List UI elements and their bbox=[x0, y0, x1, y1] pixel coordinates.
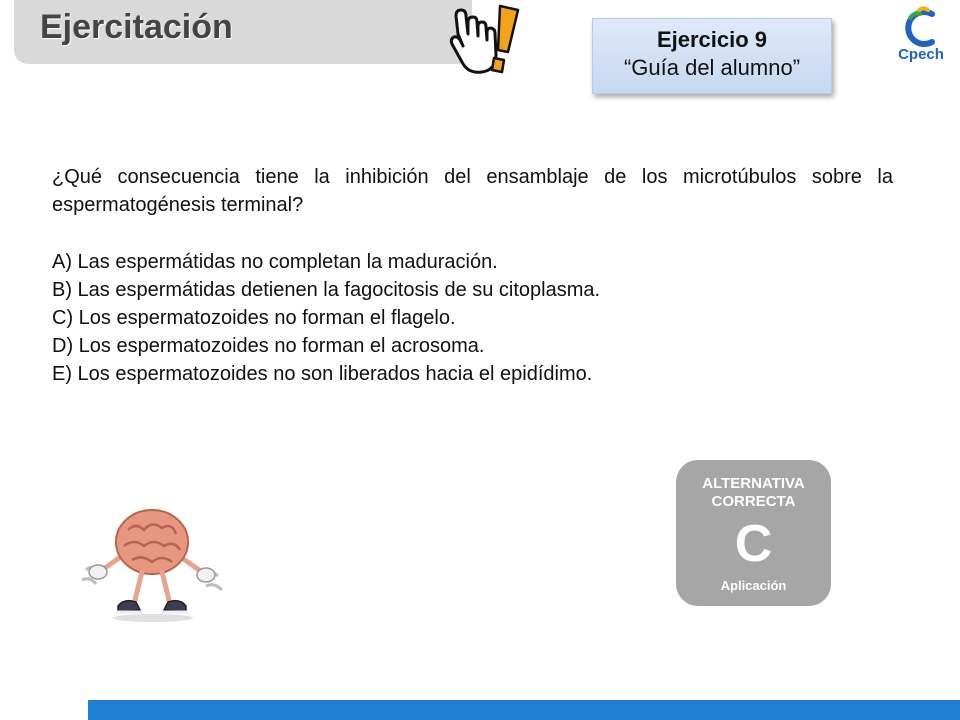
footer-bar bbox=[88, 700, 960, 720]
pointing-hand-exclamation-icon bbox=[446, 0, 522, 84]
exercise-box bbox=[592, 18, 832, 94]
answer-options bbox=[52, 248, 912, 388]
exercise-title: Ejercicio 9 bbox=[656, 27, 768, 52]
exercise-subtitle: “Guía del alumno” bbox=[623, 55, 801, 80]
skill-label: Aplicación bbox=[720, 578, 787, 593]
cpech-logo bbox=[888, 4, 954, 64]
option-b: B) Las espermátidas detienen la fagocitosis de su citoplasma. bbox=[52, 279, 601, 301]
option-a: A) Las espermátidas no completan la maduración. bbox=[52, 251, 498, 273]
correct-answer-box bbox=[676, 460, 831, 606]
option-c: C) Los espermatozoides no forman el flagelo. bbox=[52, 307, 456, 329]
correct-answer-letter: C bbox=[734, 515, 773, 573]
logo-text: Cpech bbox=[898, 46, 944, 63]
option-d: D) Los espermatozoides no forman el acrosoma. bbox=[52, 335, 485, 357]
correct-answer-label-line2: CORRECTA bbox=[711, 493, 796, 510]
brain-character-illustration bbox=[78, 500, 228, 626]
correct-answer-label-line1: ALTERNATIVA bbox=[702, 475, 805, 492]
option-e: E) Los espermatozoides no son liberados hacia el epidídimo. bbox=[52, 363, 593, 385]
question-text: ¿Qué consecuencia tiene la inhibición del ensamblaje de los microtúbulos sobre la espermatogénesis terminal? bbox=[52, 166, 893, 216]
correct-answer-label bbox=[676, 475, 831, 511]
page-title: Ejercitación bbox=[40, 8, 233, 46]
